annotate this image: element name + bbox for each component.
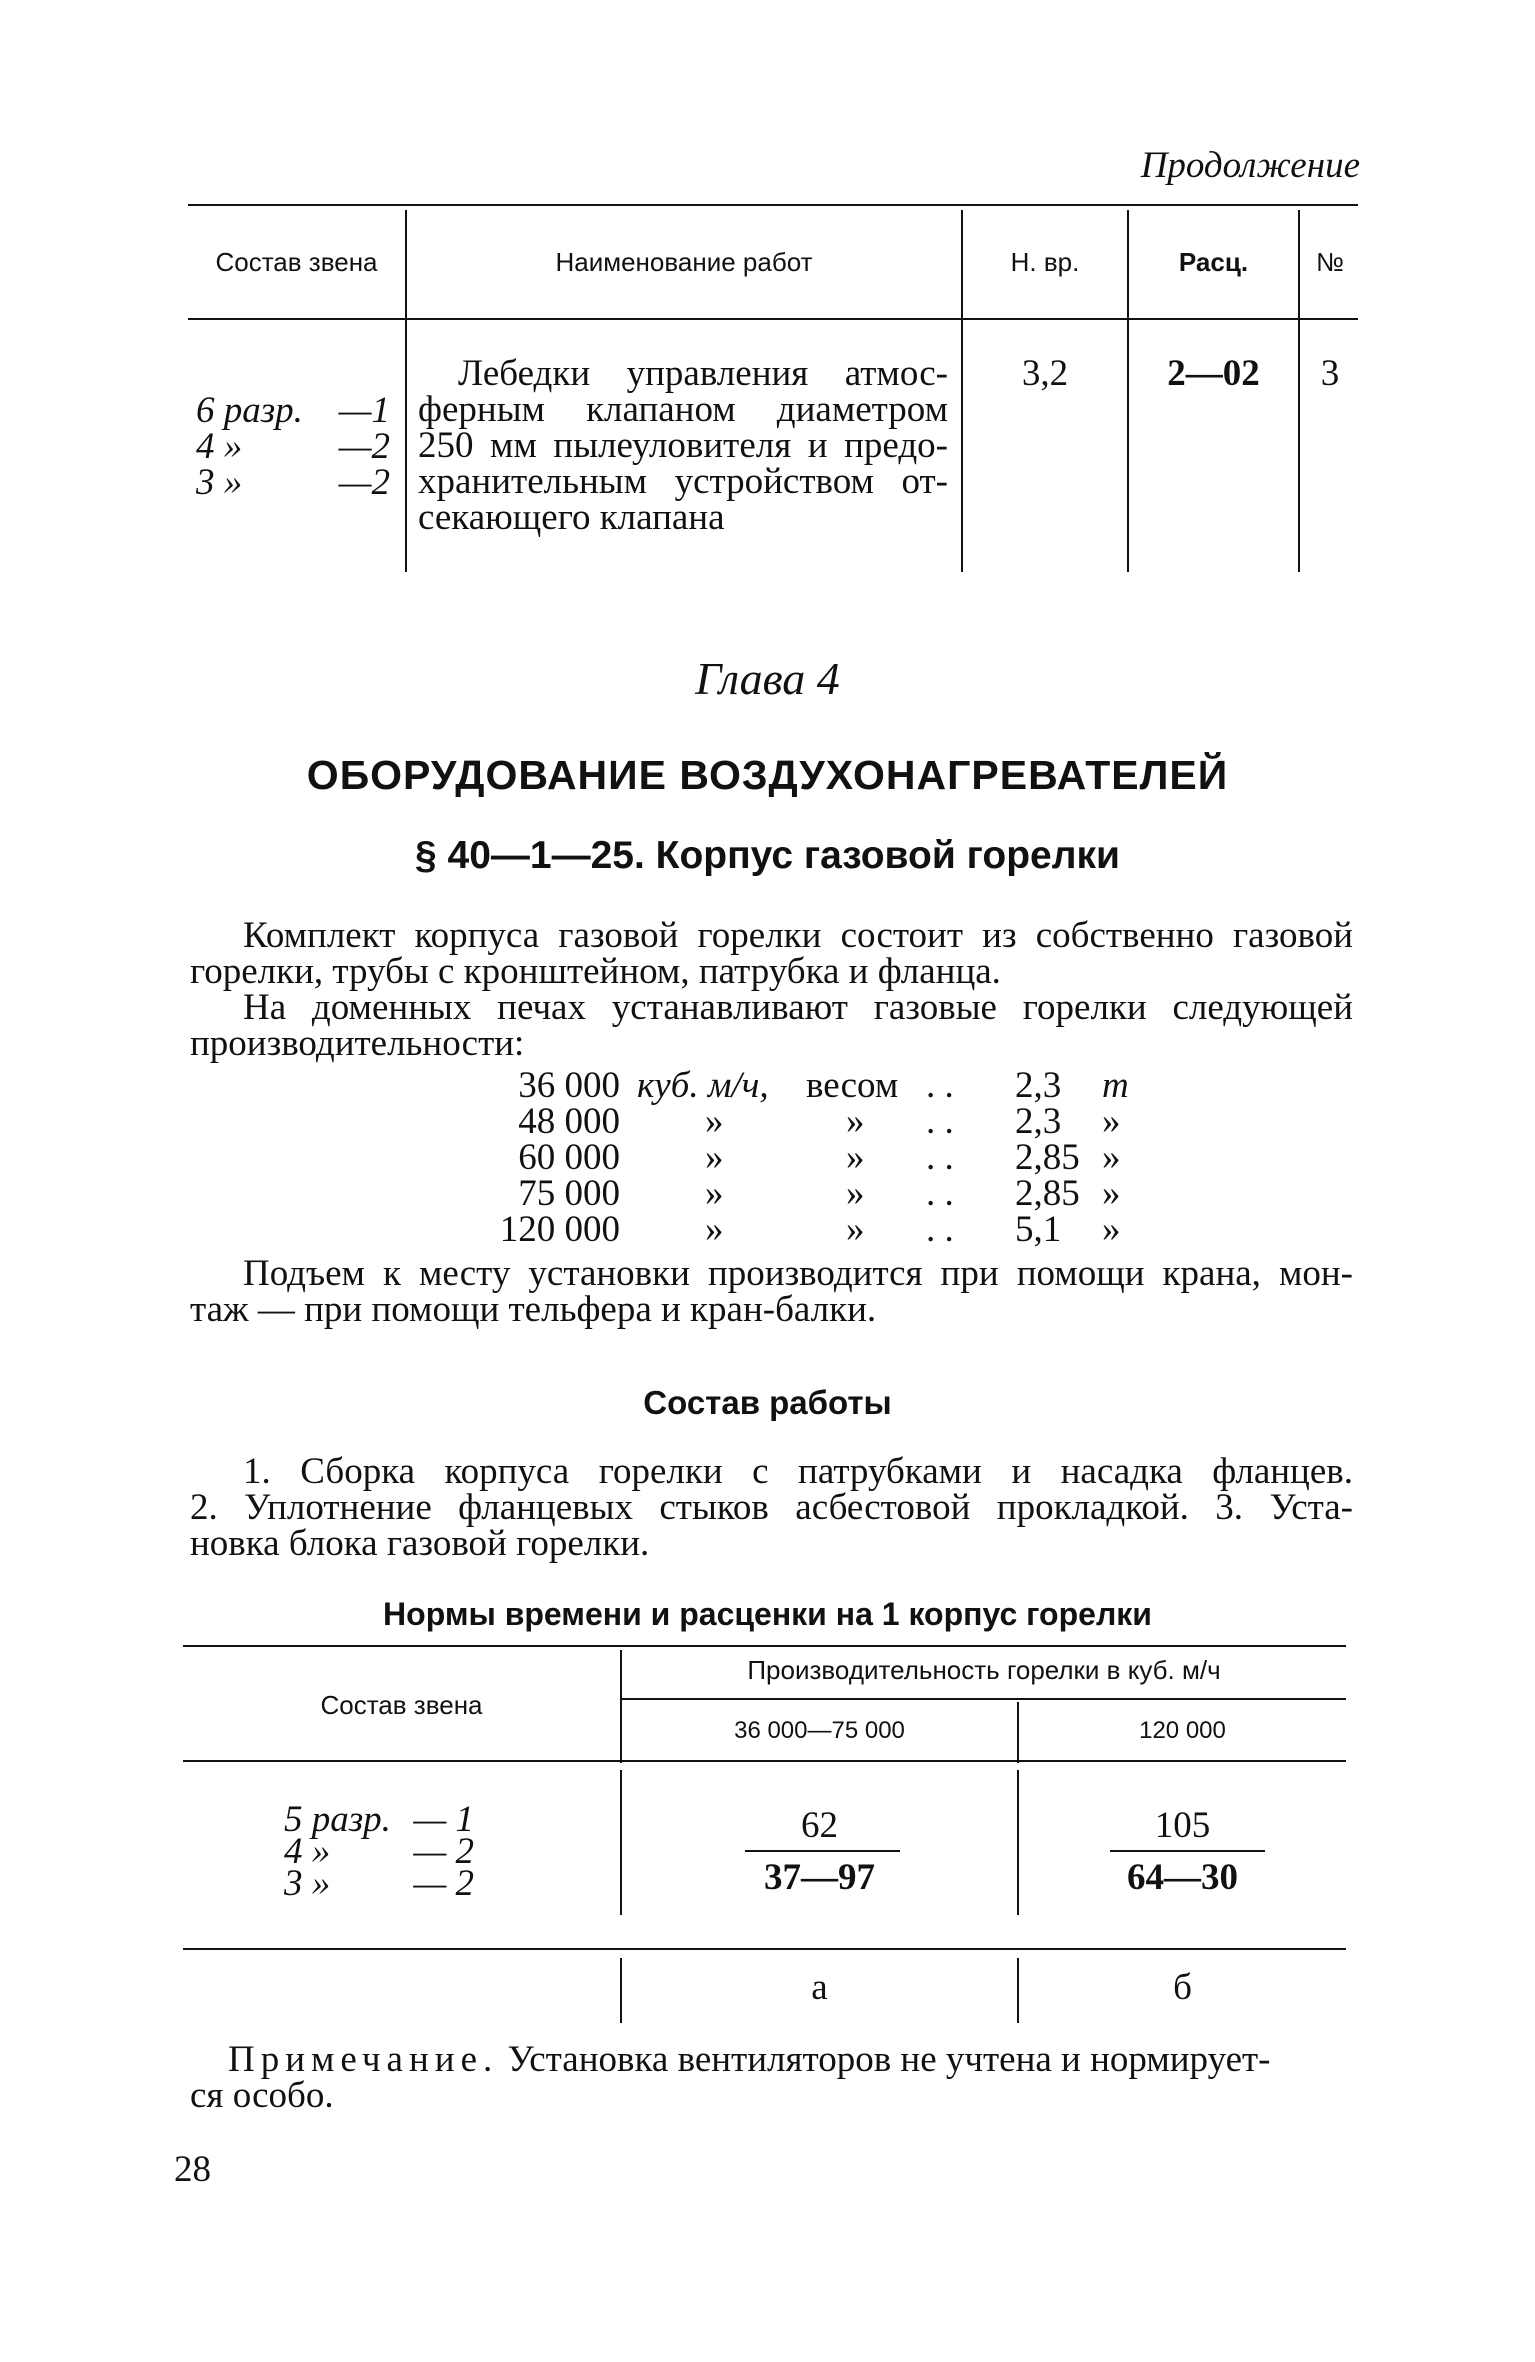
paragraph-line: горелки, трубы с кронштейном, патрубка и фланца. xyxy=(190,951,1001,992)
capacity-dots: . . xyxy=(926,1209,954,1250)
table1-top-rule xyxy=(188,204,1358,206)
table2-a-fraction-line xyxy=(745,1850,900,1852)
table2-header-b: 120 000 xyxy=(1139,1717,1226,1744)
work-line: новка блока газовой горелки. xyxy=(190,1523,650,1564)
chapter-number: Глава 4 xyxy=(695,653,840,704)
table2-group-rule xyxy=(622,1698,1346,1700)
work-line: 2. Уплотнение фланцевых стыков асбестовой прокладкой. 3. Уста- xyxy=(190,1487,1353,1528)
capacity-unit: » xyxy=(705,1137,724,1178)
table2-crew-count: — 2 xyxy=(413,1863,474,1904)
paragraph-line: Подъем к месту установки производится при помощи крана, мон- xyxy=(243,1253,1353,1294)
capacity-value: 120 000 xyxy=(499,1209,620,1250)
capacity-weight: 2,3 xyxy=(1015,1101,1062,1142)
capacity-unit: » xyxy=(705,1101,724,1142)
table2-header-crew: Состав звена xyxy=(320,1690,483,1720)
paragraph-line: Комплект корпуса газовой горелки состоит из собственно газовой xyxy=(243,915,1353,956)
continuation-label: Продолжение xyxy=(1140,145,1360,186)
table1-crew-grade: 6 разр. xyxy=(196,390,303,431)
paragraph-line: производительности: xyxy=(190,1023,525,1064)
table1-work-line: Лебедки управления атмос- xyxy=(458,353,948,394)
paragraph-line: На доменных печах устанавливают газовые горелки следующей xyxy=(243,987,1353,1028)
table1-crew-count: —2 xyxy=(338,426,390,467)
table1-crew-count: —2 xyxy=(338,462,390,503)
table1-header-time: Н. вр. xyxy=(1010,247,1080,277)
capacity-unit: » xyxy=(705,1209,724,1250)
capacity-weight-label: весом xyxy=(806,1065,899,1106)
capacity-value: 60 000 xyxy=(518,1137,620,1178)
table1-header-number: № xyxy=(1316,247,1344,277)
capacity-value: 75 000 xyxy=(518,1173,620,1214)
capacity-unit: » xyxy=(705,1173,724,1214)
table2-b-fraction-line xyxy=(1110,1850,1265,1852)
capacity-dots: . . xyxy=(926,1101,954,1142)
capacity-weight-unit: » xyxy=(1102,1173,1121,1214)
capacity-dots: . . xyxy=(926,1137,954,1178)
table2-b-time: 105 xyxy=(1154,1805,1211,1846)
note-text: Установка вентиляторов не учтена и нормирует- xyxy=(498,2039,1271,2080)
table1-header-rule xyxy=(188,318,1358,320)
work-heading: Состав работы xyxy=(643,1384,892,1421)
note-label: Примечание. xyxy=(228,2039,499,2080)
table2-crew-count: — 2 xyxy=(413,1831,474,1872)
table1-header-work: Наименование работ xyxy=(555,247,813,277)
capacity-weight-label: » xyxy=(846,1137,865,1178)
capacity-dots: . . xyxy=(926,1065,954,1106)
table1-header-price: Расц. xyxy=(1178,247,1249,277)
capacity-weight: 2,85 xyxy=(1015,1173,1080,1214)
table2-bottom-rule xyxy=(183,1948,1346,1950)
section-title: § 40—1—25. Корпус газовой горелки xyxy=(415,834,1120,877)
page-number: 28 xyxy=(174,2149,211,2190)
table1-work-line: ферным клапаном диаметром xyxy=(418,389,948,430)
capacity-weight-unit: т xyxy=(1102,1065,1129,1106)
capacity-unit: куб. м/ч, xyxy=(637,1065,769,1106)
table2-label-a: а xyxy=(811,1967,828,2008)
table1-work-line: хранительным устройством от- xyxy=(418,461,948,502)
table1-crew-grade: 4 » xyxy=(196,426,243,467)
work-line: 1. Сборка корпуса горелки с патрубками и насадка фланцев. xyxy=(243,1451,1353,1492)
table1-work-line: 250 мм пылеуловителя и предо- xyxy=(418,425,948,466)
table2-a-time: 62 xyxy=(801,1805,838,1846)
table1-header-crew: Состав звена xyxy=(215,247,378,277)
capacity-dots: . . xyxy=(926,1173,954,1214)
table2-header-a: 36 000—75 000 xyxy=(734,1717,905,1744)
capacity-weight: 2,3 xyxy=(1015,1065,1062,1106)
capacity-weight-unit: » xyxy=(1102,1209,1121,1250)
capacity-weight-label: » xyxy=(846,1173,865,1214)
table1-work-line: секающего клапана xyxy=(418,497,725,538)
table2-b-price: 64—30 xyxy=(1127,1857,1238,1898)
table2-crew-grade: 5 разр. xyxy=(284,1799,391,1840)
table2-crew-grade: 4 » xyxy=(284,1831,331,1872)
capacity-weight-label: » xyxy=(846,1101,865,1142)
capacity-weight-unit: » xyxy=(1102,1137,1121,1178)
capacity-weight-unit: » xyxy=(1102,1101,1121,1142)
capacity-value: 48 000 xyxy=(518,1101,620,1142)
capacity-weight-label: » xyxy=(846,1209,865,1250)
table1-price-value: 2—02 xyxy=(1167,353,1260,394)
table2-header-rule xyxy=(183,1760,1346,1762)
table1-time-value: 3,2 xyxy=(1021,353,1069,394)
table2-top-rule xyxy=(183,1645,1346,1647)
paragraph-line: таж — при помощи тельфера и кран-балки. xyxy=(190,1289,877,1330)
table2-a-price: 37—97 xyxy=(764,1857,875,1898)
table2-label-b: б xyxy=(1173,1967,1192,2008)
capacity-weight: 2,85 xyxy=(1015,1137,1080,1178)
table1-crew-grade: 3 » xyxy=(196,462,243,503)
chapter-title: ОБОРУДОВАНИЕ ВОЗДУХОНАГРЕВАТЕЛЕЙ xyxy=(306,752,1229,798)
table2-header-group: Производительность горелки в куб. м/ч xyxy=(747,1655,1221,1685)
table2-title: Нормы времени и расценки на 1 корпус горелки xyxy=(383,1596,1152,1632)
note-line xyxy=(228,2039,1271,2080)
note-line-2: ся особо. xyxy=(190,2075,334,2116)
capacity-weight: 5,1 xyxy=(1015,1209,1062,1250)
table2-crew-count: — 1 xyxy=(413,1799,474,1840)
table1-number-value: 3 xyxy=(1320,353,1340,394)
table1-crew-count: —1 xyxy=(338,390,390,431)
table2-crew-grade: 3 » xyxy=(284,1863,331,1904)
capacity-value: 36 000 xyxy=(518,1065,620,1106)
